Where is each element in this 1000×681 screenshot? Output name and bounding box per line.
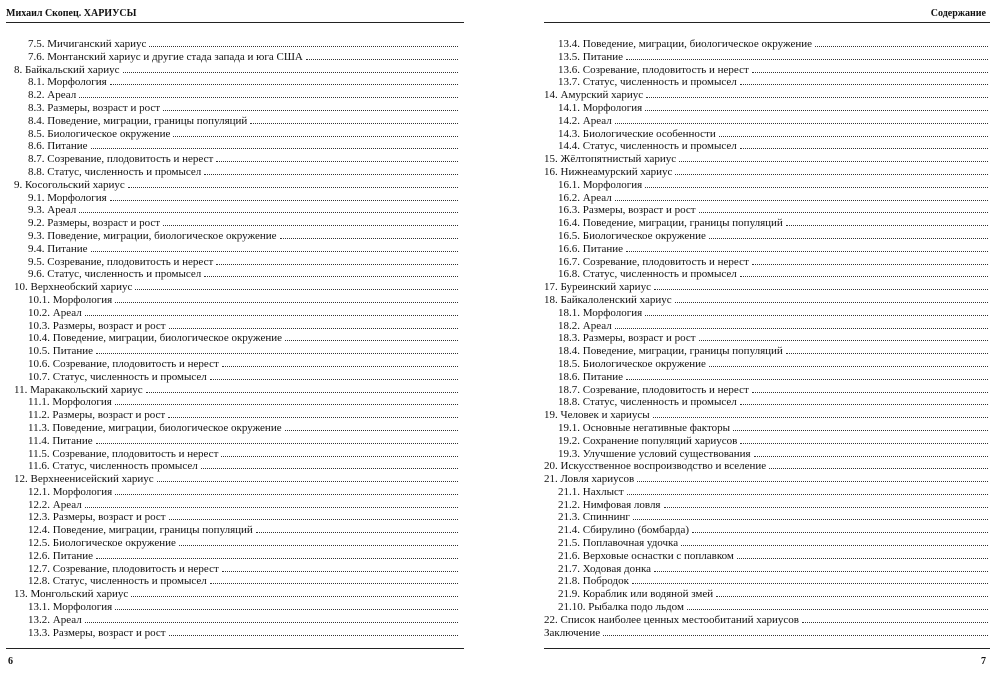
toc-entry-label: 16.5. Биологическое окружение [558, 229, 706, 242]
dot-leader [157, 471, 458, 482]
toc-section-entry [14, 138, 458, 151]
dot-leader [752, 62, 988, 73]
dot-leader [752, 254, 988, 265]
toc-section-entry [14, 484, 458, 497]
dot-leader [699, 202, 988, 213]
toc-section-entry [544, 509, 988, 522]
toc-section-entry [14, 100, 458, 113]
toc-section-entry [14, 573, 458, 586]
dot-leader [654, 561, 988, 572]
dot-leader [626, 49, 988, 60]
toc-section-entry [544, 356, 988, 369]
toc-entry-label: 16.4. Поведение, миграции, границы популяций [558, 217, 783, 230]
dot-leader [645, 100, 988, 111]
toc-entry-label: 13.7. Статус, численность и промысел [558, 76, 737, 89]
toc-section-entry [544, 446, 988, 459]
toc-entry-label: 13.4. Поведение, миграции, биологическое окружение [558, 38, 812, 50]
dot-leader [256, 522, 458, 533]
toc-section-entry [14, 87, 458, 100]
toc-entry-label: 19.2. Сохранение популяций хариусов [558, 434, 738, 447]
toc-entry-label: 12.8. Статус, численность и промысел [28, 575, 207, 588]
toc-section-entry [544, 202, 988, 215]
toc-section-entry [14, 228, 458, 241]
dot-leader [740, 138, 988, 149]
dot-leader [709, 228, 988, 239]
dot-leader [754, 446, 988, 457]
toc-entry-label: 16.6. Питание [558, 242, 624, 255]
toc-entry-label: 18.2. Ареал [558, 319, 612, 332]
toc-entry-label: 10.6. Созревание, плодовитость и нерест [28, 357, 219, 370]
dot-leader [645, 305, 988, 316]
dot-leader [740, 74, 988, 85]
toc-section-entry [544, 369, 988, 382]
dot-leader [169, 318, 458, 329]
dot-leader [815, 36, 988, 47]
dot-leader [692, 522, 988, 533]
toc-entry-label: 22. Список наиболее ценных местообитаний хариусов [544, 613, 799, 626]
dot-leader [110, 190, 458, 201]
dot-leader [645, 177, 988, 188]
toc-entry-label: 9.1. Морфология [28, 191, 107, 204]
toc-entry-label: 11.6. Статус, численность промысел [28, 460, 198, 473]
toc-section-entry [14, 190, 458, 203]
toc-section-entry [14, 625, 458, 638]
dot-leader [250, 113, 458, 124]
toc-entry-label: 10. Верхнеобский хариус [14, 281, 133, 294]
dot-leader [740, 266, 988, 277]
dot-leader [675, 292, 988, 303]
dot-leader [615, 318, 988, 329]
dot-leader [85, 305, 458, 316]
toc-section-entry [14, 254, 458, 267]
dot-leader [146, 382, 458, 393]
toc-entry-label: 8.3. Размеры, возраст и рост [28, 101, 161, 114]
toc-entry-label: 12. Верхнеенисейский хариус [14, 473, 154, 486]
dot-leader [79, 87, 458, 98]
toc-entry-label: 11.5. Созревание, плодовитость и нерест [28, 447, 219, 460]
toc-entry-label: 8.2. Ареал [28, 89, 77, 102]
toc-entry-label: 19.3. Улучшение условий существования [558, 447, 751, 460]
toc-chapter-entry [544, 625, 988, 638]
toc-section-entry [14, 113, 458, 126]
toc-entry-label: 21.10. Рыбалка подо льдом [558, 601, 684, 614]
toc-section-entry [544, 433, 988, 446]
toc-section-entry [14, 394, 458, 407]
toc-entry-label: 11.3. Поведение, миграции, биологическое окружение [28, 421, 282, 434]
dot-leader [222, 356, 458, 367]
toc-entry-label: 16.1. Морфология [558, 178, 643, 191]
toc-entry-label: 16.3. Размеры, возраст и рост [558, 204, 696, 217]
dot-leader [115, 394, 458, 405]
toc-entry-label: 13.3. Размеры, возраст и рост [28, 626, 166, 639]
toc-chapter-entry [544, 458, 988, 471]
toc-entry-label: 14. Амурский хариус [544, 89, 644, 102]
dot-leader [699, 330, 988, 341]
page-number: 6 [8, 656, 13, 667]
dot-leader [709, 356, 988, 367]
toc-entry-label: 13.6. Созревание, плодовитость и нерест [558, 63, 749, 76]
dot-leader [285, 330, 458, 341]
dot-leader [201, 458, 458, 469]
toc-chapter-entry [544, 407, 988, 420]
toc-section-entry [14, 241, 458, 254]
dot-leader [675, 164, 988, 175]
toc-section-entry [544, 113, 988, 126]
toc-entry-label: 10.1. Морфология [28, 293, 113, 306]
dot-leader [135, 279, 458, 290]
dot-leader [123, 62, 458, 73]
table-of-contents-right [544, 36, 988, 637]
dot-leader [740, 433, 988, 444]
toc-section-entry [14, 292, 458, 305]
toc-chapter-entry [544, 87, 988, 100]
toc-section-entry [14, 202, 458, 215]
toc-section-entry [544, 497, 988, 510]
toc-entry-label: 20. Искусственное воспроизводство и вселение [544, 460, 767, 473]
dot-leader [91, 241, 458, 252]
toc-section-entry [544, 74, 988, 87]
toc-entry-label: 11.1. Морфология [28, 396, 112, 409]
header-rule [544, 22, 990, 23]
toc-entry-label: 21.3. Спиннинг [558, 511, 630, 524]
toc-entry-label: 16.7. Созревание, плодовитость и нерест [558, 255, 749, 268]
toc-section-entry [14, 548, 458, 561]
toc-section-entry [14, 74, 458, 87]
toc-entry-label: 12.6. Питание [28, 549, 94, 562]
toc-entry-label: 12.2. Ареал [28, 498, 82, 511]
toc-section-entry [544, 241, 988, 254]
toc-entry-label: 21.4. Сбирулино (бомбарда) [558, 524, 690, 537]
toc-entry-label: 18.7. Созревание, плодовитость и нерест [558, 383, 749, 396]
toc-entry-label: Заключение [544, 626, 601, 639]
toc-entry-label: 21. Ловля хариусов [544, 473, 635, 486]
toc-entry-label: 16. Нижнеамурский хариус [544, 165, 673, 178]
dot-leader [216, 254, 458, 265]
dot-leader [786, 343, 988, 354]
toc-section-entry [544, 382, 988, 395]
dot-leader [216, 151, 458, 162]
toc-section-entry [14, 509, 458, 522]
toc-entry-label: 19. Человек и хариусы [544, 409, 650, 422]
toc-section-entry [544, 190, 988, 203]
dot-leader [306, 49, 458, 60]
toc-entry-label: 21.9. Кораблик или водяной змей [558, 588, 714, 601]
toc-entry-label: 9.4. Питание [28, 242, 88, 255]
toc-section-entry [14, 356, 458, 369]
dot-leader [115, 484, 458, 495]
toc-entry-label: 8.5. Биологическое окружение [28, 127, 171, 140]
toc-entry-label: 13. Монгольский хариус [14, 588, 129, 601]
toc-section-entry [544, 573, 988, 586]
toc-entry-label: 11.4. Питание [28, 434, 93, 447]
dot-leader [737, 548, 988, 559]
toc-section-entry [14, 446, 458, 459]
dot-leader [681, 535, 988, 546]
toc-section-entry [544, 36, 988, 49]
toc-entry-label: 13.5. Питание [558, 50, 624, 63]
toc-section-entry [544, 420, 988, 433]
toc-section-entry [544, 394, 988, 407]
toc-entry-label: 21.7. Ходовая донка [558, 562, 652, 575]
toc-section-entry [544, 305, 988, 318]
toc-chapter-entry [14, 279, 458, 292]
dot-leader [110, 74, 458, 85]
toc-entry-label: 8. Байкальский хариус [14, 63, 120, 76]
dot-leader [169, 509, 458, 520]
toc-entry-label: 21.6. Верховые оснастки с поплавком [558, 549, 734, 562]
toc-entry-label: 18.3. Размеры, возраст и рост [558, 332, 696, 345]
toc-entry-label: 8.8. Статус, численность и промысел [28, 165, 202, 178]
dot-leader [210, 369, 458, 380]
toc-section-entry [544, 126, 988, 139]
toc-section-entry [14, 266, 458, 279]
toc-entry-label: 12.3. Размеры, возраст и рост [28, 511, 166, 524]
dot-leader [626, 241, 988, 252]
toc-section-entry [544, 266, 988, 279]
dot-leader [168, 407, 458, 418]
toc-entry-label: 10.4. Поведение, миграции, биологическое окружение [28, 332, 282, 345]
dot-leader [664, 497, 989, 508]
toc-entry-label: 12.1. Морфология [28, 485, 113, 498]
toc-section-entry [14, 215, 458, 228]
toc-section-entry [14, 126, 458, 139]
toc-section-entry [544, 318, 988, 331]
toc-chapter-entry [14, 62, 458, 75]
toc-section-entry [544, 522, 988, 535]
dot-leader [627, 484, 988, 495]
dot-leader [733, 420, 988, 431]
dot-leader [91, 138, 458, 149]
toc-entry-label: 8.4. Поведение, миграции, границы популяций [28, 114, 248, 127]
toc-entry-label: 9.6. Статус, численность и промысел [28, 268, 202, 281]
dot-leader [280, 228, 459, 239]
toc-entry-label: 9.3. Ареал [28, 204, 77, 217]
dot-leader [85, 497, 458, 508]
dot-leader [719, 126, 988, 137]
left-page [0, 0, 470, 681]
toc-entry-label: 7.6. Монтанский хариус и другие стада запада и юга США [28, 50, 303, 63]
dot-leader [79, 202, 458, 213]
toc-chapter-entry [14, 382, 458, 395]
toc-entry-label: 17. Буреинский хариус [544, 281, 651, 294]
dot-leader [210, 573, 458, 584]
toc-section-entry [544, 228, 988, 241]
toc-section-entry [544, 535, 988, 548]
toc-entry-label: 9.2. Размеры, возраст и рост [28, 217, 161, 230]
toc-entry-label: 21.8. Побродок [558, 575, 629, 588]
dot-leader [653, 407, 988, 418]
dot-leader [179, 535, 458, 546]
dot-leader [769, 458, 988, 469]
toc-entry-label: 18.6. Питание [558, 370, 624, 383]
dot-leader [687, 599, 988, 610]
toc-section-entry [14, 433, 458, 446]
toc-entry-label: 10.2. Ареал [28, 306, 82, 319]
toc-chapter-entry [14, 177, 458, 190]
toc-section-entry [544, 586, 988, 599]
toc-section-entry [544, 548, 988, 561]
dot-leader [615, 113, 988, 124]
dot-leader [740, 394, 988, 405]
toc-section-entry [14, 164, 458, 177]
dot-leader [169, 625, 458, 636]
toc-section-entry [14, 330, 458, 343]
toc-entry-label: 14.3. Биологические особенности [558, 127, 716, 140]
dot-leader [615, 190, 988, 201]
dot-leader [637, 471, 988, 482]
toc-section-entry [14, 420, 458, 433]
toc-section-entry [14, 151, 458, 164]
running-head-author-title: Михаил Скопец. ХАРИУСЫ [6, 8, 137, 19]
toc-section-entry [14, 535, 458, 548]
toc-entry-label: 14.4. Статус, численность и промысел [558, 140, 737, 153]
toc-entry-label: 16.8. Статус, численность и промысел [558, 268, 737, 281]
toc-entry-label: 9.3. Поведение, миграции, биологическое окружение [28, 229, 277, 242]
toc-entry-label: 14.1. Морфология [558, 101, 643, 114]
dot-leader [752, 382, 988, 393]
dot-leader [163, 215, 458, 226]
toc-chapter-entry [544, 612, 988, 625]
dot-leader [149, 36, 458, 47]
toc-entry-label: 18.8. Статус, численность и промысел [558, 396, 737, 409]
toc-entry-label: 8.6. Питание [28, 140, 88, 153]
toc-entry-label: 13.2. Ареал [28, 613, 82, 626]
toc-section-entry [544, 49, 988, 62]
dot-leader [204, 164, 458, 175]
toc-entry-label: 10.7. Статус, численность и промысел [28, 370, 207, 383]
dot-leader [128, 177, 458, 188]
dot-leader [96, 343, 458, 354]
toc-entry-label: 21.5. Поплавочная удочка [558, 537, 679, 550]
dot-leader [802, 612, 988, 623]
footer-rule [544, 648, 990, 649]
toc-chapter-entry [544, 151, 988, 164]
dot-leader [716, 586, 988, 597]
header-rule [6, 22, 464, 23]
toc-section-entry [544, 62, 988, 75]
toc-section-entry [14, 407, 458, 420]
dot-leader [131, 586, 458, 597]
toc-section-entry [14, 369, 458, 382]
toc-section-entry [14, 318, 458, 331]
toc-entry-label: 10.5. Питание [28, 345, 94, 358]
table-of-contents-left [14, 36, 458, 637]
toc-section-entry [14, 305, 458, 318]
toc-section-entry [544, 561, 988, 574]
toc-entry-label: 18.4. Поведение, миграции, границы популяций [558, 345, 783, 358]
toc-section-entry [14, 612, 458, 625]
footer-rule [6, 648, 464, 649]
toc-section-entry [544, 138, 988, 151]
dot-leader [654, 279, 988, 290]
toc-section-entry [14, 522, 458, 535]
toc-entry-label: 11.2. Размеры, возраст и рост [28, 409, 166, 422]
toc-chapter-entry [544, 471, 988, 484]
page-number: 7 [981, 656, 986, 667]
toc-entry-label: 18. Байкалоленский хариус [544, 293, 672, 306]
dot-leader [115, 292, 458, 303]
toc-chapter-entry [14, 471, 458, 484]
toc-entry-label: 21.2. Нимфовая ловля [558, 498, 661, 511]
toc-section-entry [544, 343, 988, 356]
dot-leader [221, 446, 458, 457]
toc-entry-label: 15. Жёлтопятнистый хариус [544, 153, 677, 166]
toc-chapter-entry [544, 292, 988, 305]
toc-section-entry [14, 561, 458, 574]
toc-section-entry [14, 497, 458, 510]
dot-leader [96, 433, 458, 444]
dot-leader [96, 548, 458, 559]
toc-entry-label: 12.4. Поведение, миграции, границы популяций [28, 524, 253, 537]
dot-leader [85, 612, 458, 623]
toc-chapter-entry [14, 586, 458, 599]
dot-leader [646, 87, 988, 98]
toc-entry-label: 14.2. Ареал [558, 114, 612, 127]
toc-section-entry [544, 599, 988, 612]
toc-entry-label: 8.1. Морфология [28, 76, 107, 89]
dot-leader [115, 599, 458, 610]
toc-chapter-entry [544, 279, 988, 292]
toc-entry-label: 7.5. Мичиганский хариус [28, 38, 147, 50]
toc-chapter-entry [544, 164, 988, 177]
toc-entry-label: 11. Маракакольский хариус [14, 383, 143, 396]
toc-section-entry [544, 177, 988, 190]
toc-section-entry [544, 330, 988, 343]
dot-leader [632, 573, 988, 584]
toc-entry-label: 18.5. Биологическое окружение [558, 357, 706, 370]
dot-leader [626, 369, 988, 380]
toc-section-entry [14, 599, 458, 612]
dot-leader [633, 509, 988, 520]
toc-section-entry [14, 458, 458, 471]
dot-leader [603, 625, 988, 636]
toc-section-entry [544, 100, 988, 113]
toc-section-entry [544, 215, 988, 228]
dot-leader [204, 266, 458, 277]
toc-entry-label: 9.5. Созревание, плодовитость и нерест [28, 255, 214, 268]
toc-section-entry [544, 484, 988, 497]
toc-entry-label: 21.1. Нахлыст [558, 485, 624, 498]
toc-entry-label: 9. Косогольский хариус [14, 178, 125, 191]
dot-leader [222, 561, 458, 572]
toc-section-entry [544, 254, 988, 267]
toc-entry-label: 8.7. Созревание, плодовитость и нерест [28, 153, 214, 166]
toc-section-entry [14, 49, 458, 62]
toc-section-entry [14, 343, 458, 356]
toc-entry-label: 13.1. Морфология [28, 601, 113, 614]
dot-leader [173, 126, 458, 137]
right-page [530, 0, 1000, 681]
toc-entry-label: 12.5. Биологическое окружение [28, 537, 176, 550]
running-head-contents: Содержание [930, 8, 986, 19]
toc-entry-label: 19.1. Основные негативные факторы [558, 421, 731, 434]
dot-leader [163, 100, 458, 111]
toc-entry-label: 16.2. Ареал [558, 191, 612, 204]
dot-leader [285, 420, 458, 431]
toc-entry-label: 10.3. Размеры, возраст и рост [28, 319, 166, 332]
dot-leader [786, 215, 988, 226]
toc-section-entry [14, 36, 458, 49]
dot-leader [679, 151, 988, 162]
toc-entry-label: 18.1. Морфология [558, 306, 643, 319]
toc-entry-label: 12.7. Созревание, плодовитость и нерест [28, 562, 219, 575]
